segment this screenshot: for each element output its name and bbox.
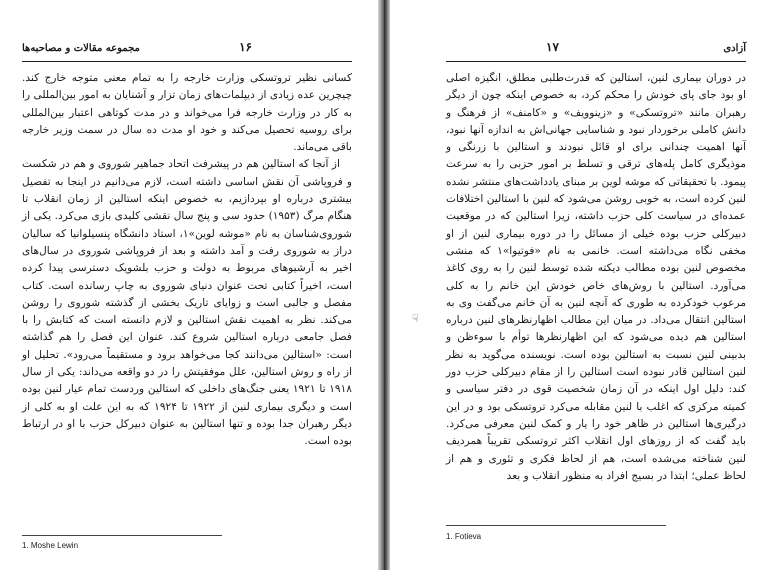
- footnote-rule: [446, 525, 666, 526]
- page-number: ۱۷: [546, 40, 559, 54]
- right-page: [390, 0, 768, 570]
- running-title: مجموعه مقالات و مصاحبه‌ها: [22, 43, 140, 54]
- left-page-header: [22, 40, 352, 58]
- right-page-header: [446, 40, 746, 58]
- paragraph: از آنجا که استالین هم در پیشرفت اتحاد جماهیر شوروی و هم در شکست و فروپاشی آن نقش اساسی داشته است، لازم می‌دانیم در اینجا به تفصیل بیشتری درباره او بپردازیم، به خصوص اینکه استالین از زمان انقلاب تا هنگام مرگ (۱۹۵۳) حدود سی و پنج سال نقشی کلیدی بازی می‌کرد. یکی از شوروی‌شناسان به نام «موشه لوین»۱، استاد دانشگاه پنسیلوانیا که سالیان دراز به شوروی رفت و آمد داشته و بعد از فروپاشی شوروی در سال‌های اخیر به آرشیوهای مربوط به دولت و حزب بلشویک دسترسی پیدا کرده است، اخیراً کتابی تحت عنوان دنیای شوروی به چاپ رسانده است. کتاب مفصل و جالبی است و زوایای تاریک بخشی از گذشته شوروی را روشن می‌کند. نظر به اهمیت نقش استالین و لازم دانسته است که کتابش را با فصل جامعی درباره استالین شروع کند. عنوان این فصل را هم گذاشته است: «استالین می‌دانند کجا می‌خواهد برود و مستقیماً می‌رود». تحلیل او از راه و روش استالین، علل موفقیتش را در دو واقعه می‌داند: یکی از سال ۱۹۱۸ تا ۱۹۲۱ یعنی جنگ‌های داخلی که استالین وردست تمام عیار لنین بوده است و دیگری بیماری لنین از ۱۹۲۲ تا ۱۹۲۴ که به این علت او به کلی از دیگر رهبران جدا بوده و تنها استالین به عنوان دبیرکل حزب با او در ارتباط بوده است.: [22, 158, 352, 448]
- paragraph: کسانی نظیر تروتسکی وزارت خارجه را به تمام معنی متوجه خارج کند. چیچرین عده زیادی از دیپلمات‌های زمان تزار و آشنایان به امور بین‌المللی را به کار در وزارت خارجه فرا می‌خواند و در مدت کوتاهی اعتبار بین‌المللی برای روسیه تحصیل می‌کند و خود او مدت ده سال در سمت وزیر خارجه باقی می‌ماند.: [22, 72, 352, 154]
- running-title: آزادی: [723, 43, 746, 54]
- header-rule: [22, 61, 352, 62]
- footnote-rule: [22, 535, 222, 536]
- book-gutter: [378, 0, 390, 570]
- footnote: 1. Moshe Lewin: [22, 541, 79, 550]
- header-rule: [446, 61, 746, 62]
- left-page-body: [22, 70, 352, 451]
- page-number: ۱۶: [239, 40, 252, 54]
- footnote: 1. Fotieva: [446, 532, 482, 541]
- right-page-body: [446, 70, 746, 485]
- hand-pointer-icon: ☟: [412, 312, 419, 325]
- paragraph: در دوران بیماری لنین، استالین که قدرت‌طلبی مطلق، انگیزه اصلی او بود جای پای خودش را محکم کرد، به خصوص اینکه چون از دیگر رهبران مانند «تروتسکی» و «زینوویف» و «کامنف» از فرهنگ و دانش کاملی برخوردار نبود و شناسایی جهانی‌اش به اندازه آنها نبود، آنها اهمیت چندانی برای او قائل نبودند و استالین با زرنگی و موذیگری کامل پله‌های ترقی و تسلط بر امور حزبی را به سرعت پیمود. با تحقیقاتی که موشه لوین بر مبنای یادداشت‌های منتشر نشده لنین کرده است، به خوبی روشن می‌شود که لنین با استالین اختلافات عمده‌ای در سیاست کلی حزب داشته، زیرا استالین که در موقعیت دبیرکلی حزب بوده خیلی از مسائل را در دوره بیماری لنین از او مخفی نگاه می‌داشته است. خانمی به نام «فوتیوا»۱ که منشی مخصوص لنین بوده مطالب دیکته شده توسط لنین را به روی کاغذ می‌آورد. استالین با روش‌های خاص خودش این خانم را به کلی مرعوب خودکرده به طوری که آنچه لنین به آن خانم می‌گفت وی به استالین انتقال می‌داد. در میان این مطالب اظهارنظرهای لنین درباره استالین هم دیده می‌شود که این اظهارنظرها توأم با سوءظن و بدبینی لنین نسبت به استالین بوده است. نویسنده می‌گوید به نظر لنین استالین قادر نبوده است استالین را از مقام دبیرکلی حزب دور کند: دلیل اول اینکه در آن زمان شخصیت قوی در دفتر سیاسی و کمیته مرکزی که اغلب با لنین مقابله می‌کرد تروتسکی بود و در این درگیری‌ها استالین در ظاهر خود را یار و کمک لنین معرفی می‌کرد. باید گفت که از روزهای اول انقلاب اکثر تروتسکی تقریباً همردیف لنین شناخته می‌شده است، هم از لحاظ فکری و تئوری و هم از لحاظ عملی؛ ابتدا در بسیج افراد به منظور انقلاب و بعد: [446, 72, 746, 482]
- left-page: [0, 0, 378, 570]
